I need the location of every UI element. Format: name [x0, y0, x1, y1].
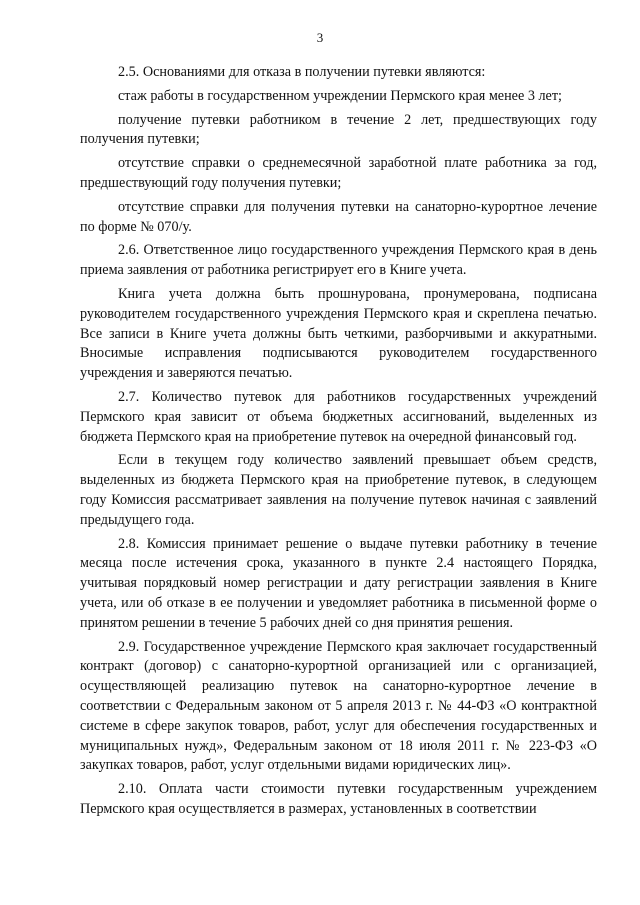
page-number: 3: [316, 30, 324, 45]
paragraph-2-7: 2.7. Количество путевок для работников государственных учреждений Пермского края зависит от объема бюджетных ассигнований, выделенных из бюджета Пермского края на приобретение путевок на очередной финансовый год.: [80, 388, 597, 445]
paragraph-registry-book: Книга учета должна быть прошнурована, пронумерована, подписана руководителем государственного учреждения Пермского края и скреплена печатью. Все записи в Книге учета должны быть четкими, разборчивыми и аккуратными. Вносимые исправления подписываются руководителем государственного учреждения и заверяются печатью.: [80, 285, 597, 382]
paragraph-2-10: 2.10. Оплата части стоимости путевки государственным учреждением Пермского края осуществляется в размерах, установленных в соответствии: [80, 781, 597, 817]
document-body: [80, 63, 597, 820]
list-item-salary-certificate: отсутствие справки о среднемесячной заработной плате работника за год, предшествующий году получения путевки;: [80, 155, 597, 191]
paragraph-2-9: 2.9. Государственное учреждение Пермского края заключает государственный контракт (договор) с санаторно-курортной организацией или с организацией, осуществляющей реализацию путевок на санаторно-курортное лечение в соответствии с Федеральным законом от 5 апреля 2013 г. № 44-ФЗ «О контрактной системе в сфере закупок товаров, работ, услуг для обеспечения государственных и муниципальных нужд», Федеральным законом от 18 июля 2011 г. № 223-ФЗ «О закупках товаров, работ, услуг отдельными видами юридических лиц».: [80, 638, 597, 774]
paragraph-2-5: 2.5. Основаниями для отказа в получении путевки являются:: [118, 64, 486, 80]
list-item-previous-voucher: получение путевки работником в течение 2 лет, предшествующих году получения путевки;: [80, 111, 597, 148]
paragraph-2-6: 2.6. Ответственное лицо государственного учреждения Пермского края в день приема заявления от работника регистрирует его в Книге учета.: [80, 242, 597, 279]
paragraph-excess-applications: Если в текущем году количество заявлений превышает объем средств, выделенных из бюджета Пермского края на приобретение путевок, в следующем году Комиссия рассматривает заявления на получение путевок начиная с заявлений предыдущего года.: [80, 452, 597, 528]
paragraph-2-8: 2.8. Комиссия принимает решение о выдаче путевки работнику в течение месяца после истечения срока, указанного в пункте 2.4 настоящего Порядка, учитывая порядковый номер регистрации и дату регистрации заявления в Книге учета, или об отказе в ее получении и уведомляет работника в письменной форме о принятом решении в течение 5 рабочих дней со дня принятия решения.: [80, 535, 597, 631]
list-item-work-experience: стаж работы в государственном учреждении Пермского края менее 3 лет;: [118, 87, 562, 104]
list-item-medical-certificate: отсутствие справки для получения путевки на санаторно-курортное лечение по форме № 070/у.: [80, 198, 597, 235]
